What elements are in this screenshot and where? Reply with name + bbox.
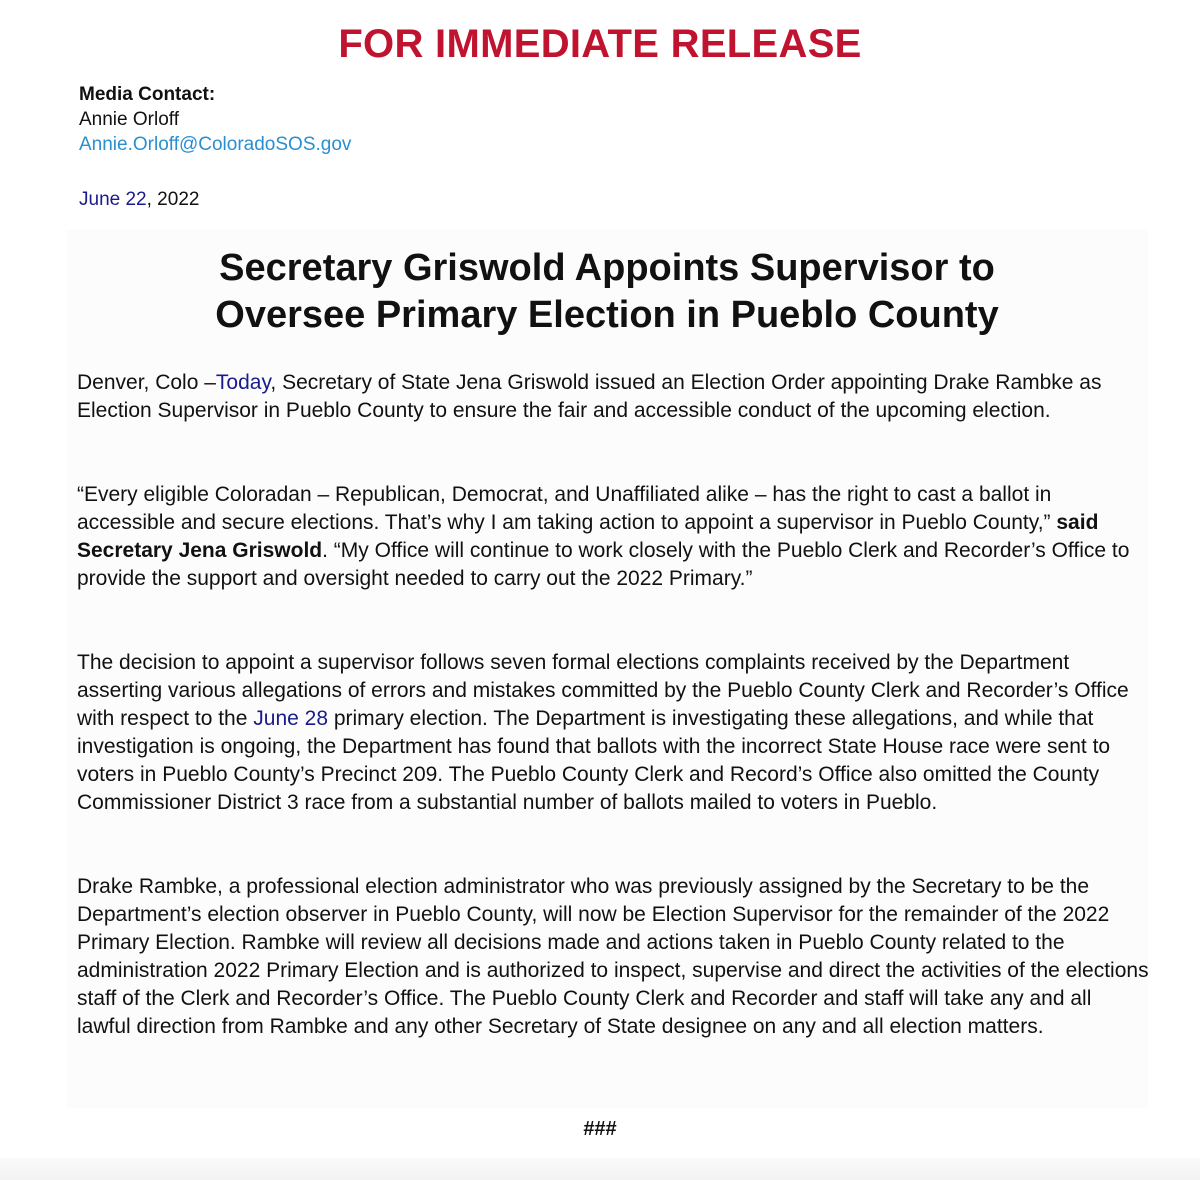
media-contact-block <box>79 82 351 157</box>
release-date <box>79 187 199 212</box>
quote-attribution: said Secretary Jena Griswold <box>77 511 1099 562</box>
headline-line-1: Secretary Griswold Appoints Supervisor to <box>219 247 995 289</box>
complaints-part-b: primary election. The Department is investigating these allegations, and while that investigation is ongoing, the Department has found that ballots with the incorrect State House race were sent to voters in Pueblo County’s Precinct 209. The Pueblo County Clerk and Record’s Office also omitted the County Commissioner District 3 race from a substantial number of ballots mailed to voters in Pueblo. <box>77 707 1111 814</box>
quote-part-a: “Every eligible Coloradan – Republican, Democrat, and Unaffiliated alike – has the right to cast a ballot in accessible and secure elections. That’s why I am taking action to appoint a supervisor in Pueblo County,” <box>77 483 1057 534</box>
media-contact-label: Media Contact: <box>79 84 216 105</box>
media-contact-email-link[interactable]: Annie.Orloff@ColoradoSOS.gov <box>79 134 352 155</box>
today-link: Today <box>215 371 271 394</box>
end-mark: ### <box>583 1118 617 1140</box>
paragraph-quote <box>77 481 1149 593</box>
quote-part-b: . “My Office will continue to work closely with the Pueblo Clerk and Recorder’s Office to provide the support and oversight needed to carry out the 2022 Primary.” <box>77 539 1130 590</box>
paragraph-intro <box>77 369 1149 425</box>
primary-date-link: June 28 <box>253 707 328 730</box>
media-contact-name: Annie Orloff <box>79 109 179 130</box>
complaints-part-a: The decision to appoint a supervisor follows seven formal elections complaints received by the Department asserting various allegations of errors and mistakes committed by the Pueblo County Clerk and Recorder’s Office with respect to the <box>77 651 1129 730</box>
paragraph-supervisor: Drake Rambke, a professional election administrator who was previously assigned by the Secretary to be the Department’s election observer in Pueblo County, will now be Election Supervisor for the remainder of the 2022 Primary Election. Rambke will review all decisions made and actions taken in Pueblo County related to the administration 2022 Primary Election and is authorized to inspect, supervise and direct the activities of the elections staff of the Clerk and Recorder’s Office. The Pueblo County Clerk and Recorder and staff will take any and all lawful direction from Rambke and any other Secretary of State designee on any and all election matters. <box>77 875 1149 1038</box>
paragraph-intro-dateline: Denver, Colo – <box>77 371 216 394</box>
release-header: FOR IMMEDIATE RELEASE <box>338 22 862 66</box>
paragraph-intro-text: , Secretary of State Jena Griswold issued an Election Order appointing Drake Rambke as Election Supervisor in Pueblo County to ensure the fair and accessible conduct of the upcoming election. <box>77 371 1102 422</box>
release-date-month-day: June 22 <box>79 189 147 210</box>
release-date-year: , 2022 <box>146 189 200 210</box>
bottom-shade <box>0 1158 1200 1180</box>
paragraph-complaints <box>77 649 1149 817</box>
headline-line-2: Oversee Primary Election in Pueblo County <box>215 294 999 336</box>
headline <box>66 245 1148 339</box>
